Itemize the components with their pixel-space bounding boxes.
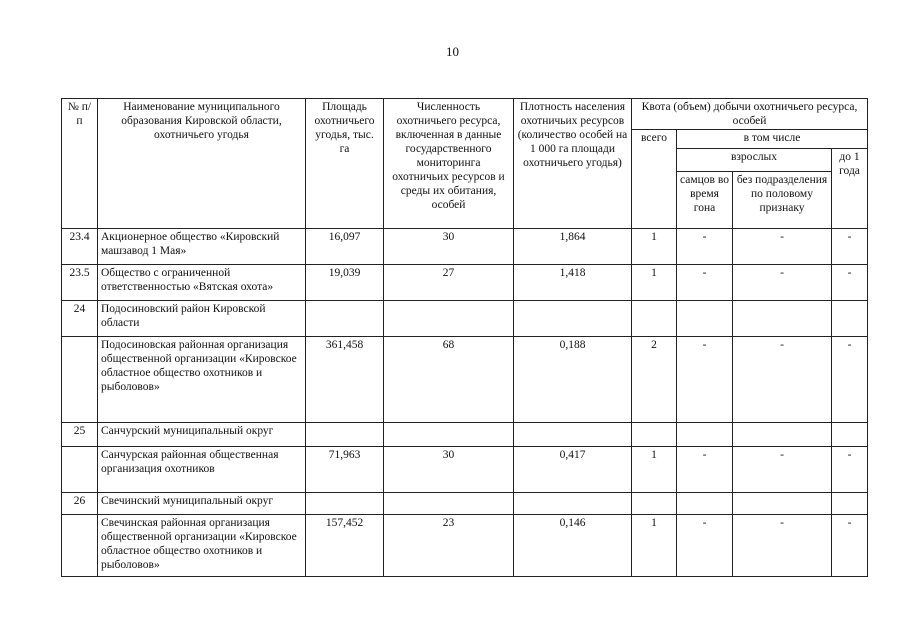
table-row (62, 301, 868, 337)
row-count: 30 (384, 229, 514, 265)
row-name: Санчурский муниципальный округ (98, 423, 306, 447)
row-under1: - (832, 515, 868, 577)
row-count: 27 (384, 265, 514, 301)
header-quota: Квота (объем) добычи охотничьего ресурса, особей (632, 99, 868, 130)
row-number: 23.5 (62, 265, 98, 301)
quota-table (61, 98, 868, 577)
table-row (62, 265, 868, 301)
table-row (62, 493, 868, 515)
row-area (306, 423, 384, 447)
row-density: 0,146 (514, 515, 632, 577)
header-under1: до 1 года (832, 149, 868, 229)
page-number: 10 (446, 44, 459, 59)
row-nosex (733, 493, 832, 515)
row-name: Подосиновская районная организация общественной организации «Кировское областное общество охотников и рыболовов» (98, 337, 306, 423)
row-males: - (677, 229, 733, 265)
row-total (632, 301, 677, 337)
row-number: 23.4 (62, 229, 98, 265)
row-area: 361,458 (306, 337, 384, 423)
row-density (514, 493, 632, 515)
row-name: Свечинская районная организация общественной организации «Кировское областное общество охотников и рыболовов» (98, 515, 306, 577)
row-under1 (832, 493, 868, 515)
row-males: - (677, 515, 733, 577)
header-density: Плотность населения охотничьих ресурсов (количество особей на 1 000 га площади охотничьего угодья) (514, 99, 632, 229)
row-total: 1 (632, 515, 677, 577)
header-no: № п/п (62, 99, 98, 229)
row-name: Общество с ограниченной ответственностью «Вятская охота» (98, 265, 306, 301)
row-under1: - (832, 447, 868, 493)
row-name: Акционерное общество «Кировский машзавод 1 Мая» (98, 229, 306, 265)
row-males: - (677, 265, 733, 301)
row-total: 2 (632, 337, 677, 423)
row-name: Свечинский муниципальный округ (98, 493, 306, 515)
row-males: - (677, 447, 733, 493)
row-nosex: - (733, 447, 832, 493)
table-row (62, 447, 868, 493)
row-nosex (733, 301, 832, 337)
header-area: Площадь охотничьего угодья, тыс. га (306, 99, 384, 229)
row-nosex (733, 423, 832, 447)
row-area: 157,452 (306, 515, 384, 577)
row-number: 24 (62, 301, 98, 337)
row-area: 19,039 (306, 265, 384, 301)
row-area (306, 493, 384, 515)
row-density (514, 423, 632, 447)
row-under1: - (832, 265, 868, 301)
table-row (62, 515, 868, 577)
row-count (384, 493, 514, 515)
row-males (677, 423, 733, 447)
row-total: 1 (632, 229, 677, 265)
row-nosex: - (733, 229, 832, 265)
row-name: Санчурская районная общественная организация охотников (98, 447, 306, 493)
row-under1 (832, 301, 868, 337)
row-number: 25 (62, 423, 98, 447)
row-total: 1 (632, 447, 677, 493)
row-count: 23 (384, 515, 514, 577)
header-nosex: без подразделения по половому признаку (733, 172, 832, 229)
row-number (62, 337, 98, 423)
row-total (632, 423, 677, 447)
row-nosex: - (733, 515, 832, 577)
row-nosex: - (733, 265, 832, 301)
header-males: самцов во время гона (677, 172, 733, 229)
row-under1: - (832, 229, 868, 265)
row-number (62, 515, 98, 577)
header-name: Наименование муниципального образования Кировской области, охотничьего угодья (98, 99, 306, 229)
header-adults: взрослых (677, 149, 832, 172)
header-including: в том числе (677, 130, 868, 149)
row-under1 (832, 423, 868, 447)
row-males (677, 493, 733, 515)
table-row (62, 337, 868, 423)
row-count: 30 (384, 447, 514, 493)
row-density: 1,864 (514, 229, 632, 265)
table-body (62, 99, 868, 577)
row-males: - (677, 337, 733, 423)
table-row (62, 423, 868, 447)
row-number (62, 447, 98, 493)
row-count (384, 301, 514, 337)
row-number: 26 (62, 493, 98, 515)
row-name: Подосиновский район Кировской области (98, 301, 306, 337)
row-density: 0,188 (514, 337, 632, 423)
row-area: 16,097 (306, 229, 384, 265)
row-area: 71,963 (306, 447, 384, 493)
table-row (62, 229, 868, 265)
header-row-1 (62, 99, 868, 130)
row-males (677, 301, 733, 337)
row-density: 1,418 (514, 265, 632, 301)
row-nosex: - (733, 337, 832, 423)
header-count: Численность охотничьего ресурса, включенная в данные государственного мониторинга охотничьих ресурсов и среды их обитания, особей (384, 99, 514, 229)
header-total: всего (632, 130, 677, 229)
row-count (384, 423, 514, 447)
row-area (306, 301, 384, 337)
row-total (632, 493, 677, 515)
row-total: 1 (632, 265, 677, 301)
row-count: 68 (384, 337, 514, 423)
row-density (514, 301, 632, 337)
row-under1: - (832, 337, 868, 423)
row-density: 0,417 (514, 447, 632, 493)
